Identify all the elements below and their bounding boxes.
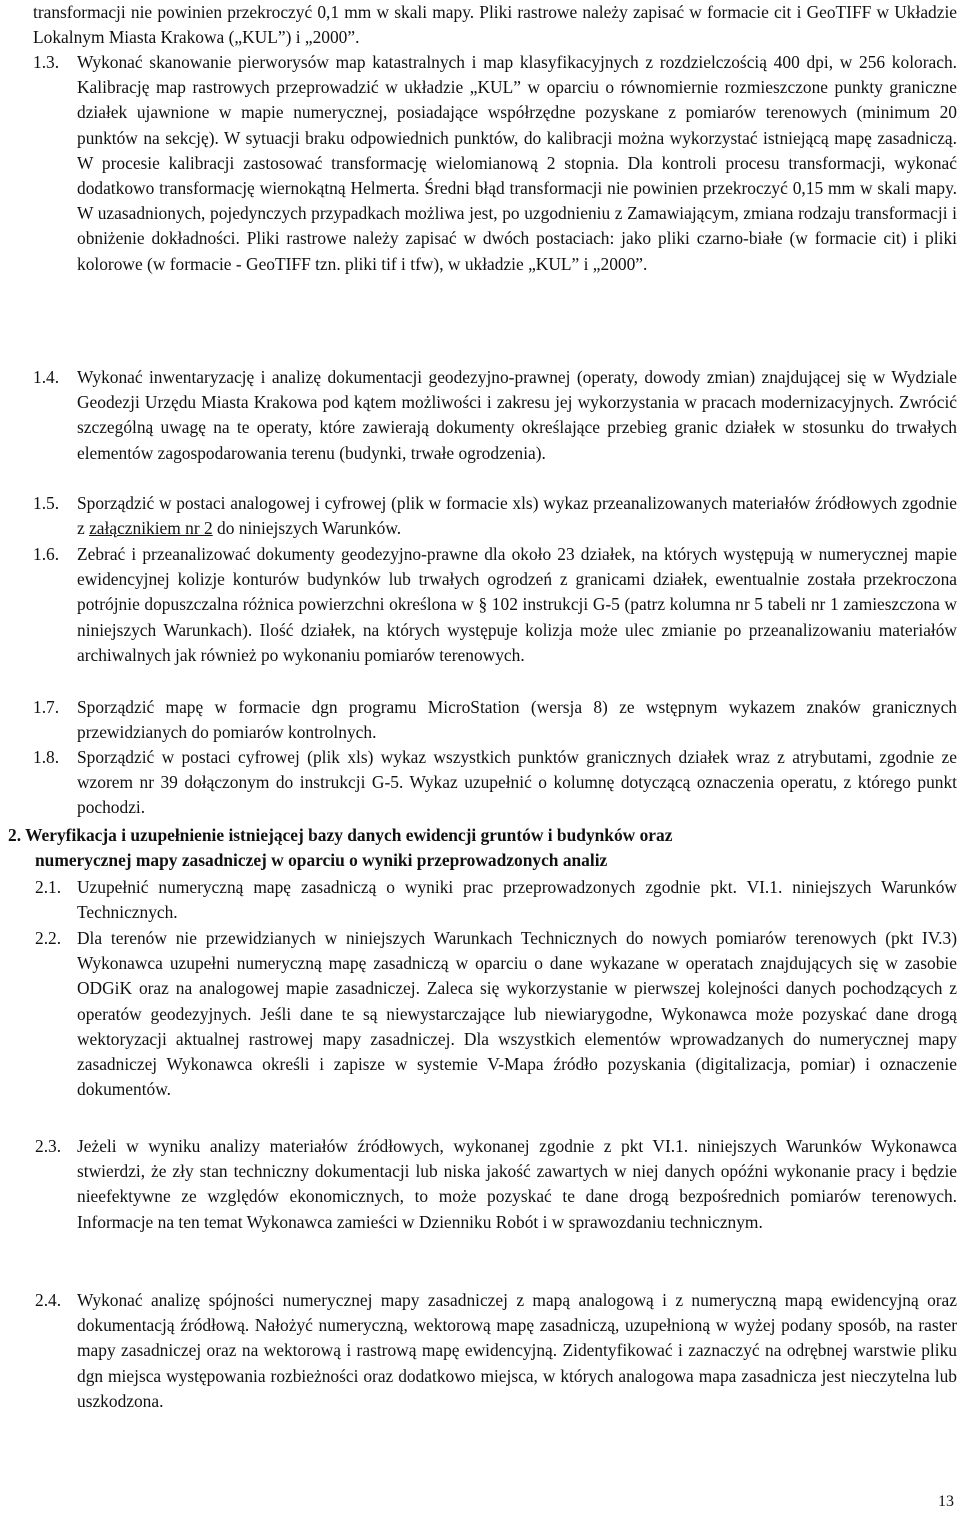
item-number: 1.4. [33, 367, 60, 387]
section-2-heading [8, 823, 958, 873]
item-1-5-text-before: Sporządzić w postaci analogowej i cyfrowej (plik w formacie xls) wykaz przeanalizowanych materiałów źródłowych zgodnie z [77, 493, 957, 539]
item-1-5-text-after: do niniejszych Warunków. [212, 518, 402, 539]
item-number: 1.8. [33, 747, 60, 767]
item-2-3-text: Jeżeli w wyniku analizy materiałów źródłowych, wykonanej zgodnie z pkt VI.1. niniejszych Warunków Wykonawca stwierdzi, że zły stan techniczny dokumentacji lub niska jakość zawartych w niej danych opóźni wykonanie pracy i będzie nieefektywne ze względów ekonomicznych, to może pozyskać te dane drogą bezpośrednich pomiarów terenowych. Informacje na ten temat Wykonawca zamieści w Dzienniku Robót i w sprawozdaniu technicznym. [77, 1136, 957, 1232]
section-2-title-line2: numerycznej mapy zasadniczej w oparciu o wyniki przeprowadzonych analiz [35, 850, 608, 871]
item-2-4-text: Wykonać analizę spójności numerycznej mapy zasadniczej z mapą analogową i z numeryczną mapą ewidencyjną oraz dokumentacją źródłową. Nałożyć numeryczną, wektorową mapę zasadniczą, uzupełnioną w wyżej podany sposób, na raster mapy zasadniczej oraz na wektorową i rastrową mapę ewidencyjną. Zidentyfikować i zaznaczyć na odrębnej warstwie pliku dgn miejsca występowania rozbieżności oraz dodatkowo miejsca, w których analogowa mapa zasadnicza jest nieczytelna lub uszkodzona. [77, 1290, 957, 1411]
continuation-paragraph: transformacji nie powinien przekroczyć 0,1 mm w skali mapy. Pliki rastrowe należy zapisać w formacie cit i GeoTIFF w Układzie Lokalnym Miasta Krakowa („KUL”) i „2000”. [33, 2, 957, 48]
item-1-6-text: Zebrać i przeanalizować dokumenty geodezyjno-prawne dla około 23 działek, na których występują w numerycznej mapie ewidencyjnej kolizje konturów budynków lub trwałych ogrodzeń z granicami działek, ewentualnie została przekroczona potrójnie dopuszczalna różnica powierzchni określona w § 102 instrukcji G-5 (patrz kolumna nr 5 tabeli nr 1 zamieszczona w niniejszych Warunkach). Ilość działek, na których występuje kolizja może ulec zmianie po przeanalizowaniu materiałów archiwalnych jak również po wykonaniu pomiarów terenowych. [77, 544, 957, 665]
item-number: 2.4. [35, 1290, 62, 1310]
item-1-5-text [77, 491, 957, 541]
item-1-8-text: Sporządzić w postaci cyfrowej (plik xls) wykaz wszystkich punktów granicznych działek wraz z atrybutami, zgodnie ze wzorem nr 39 dołączonym do instrukcji G-5. Wykaz uzupełnić o kolumnę dotyczącą oznaczenia operatu, z którego punkt pochodzi. [77, 747, 957, 818]
page-number: 13 [938, 1493, 954, 1510]
item-2-1-text: Uzupełnić numeryczną mapę zasadniczą o wyniki prac przeprowadzonych zgodnie pkt. VI.1. niniejszych Warunków Technicznych. [77, 877, 957, 923]
item-number: 1.7. [33, 697, 60, 717]
section-2-number: 2. [8, 825, 22, 845]
item-2-2-text: Dla terenów nie przewidzianych w niniejszych Warunkach Technicznych do nowych pomiarów terenowych (pkt IV.3) Wykonawca uzupełni numeryczną mapę zasadniczą w oparciu o dane wykazane w operatach znajdujących się w zasobie ODGiK oraz na analogowej mapie zasadniczej. Zaleca się wykorzystanie w pierwszej kolejności danych pochodzących z operatów geodezyjnych. Jeśli dane te są niewystarczające lub niewiarygodne, Wykonawca może pozyskać dane drogą wektoryzacji aktualnej rastrowej mapy zasadniczej. Dla wszystkich elementów wprowadzanych do numerycznej mapy zasadniczej Wykonawca określi i zapisze w systemie V-Mapa źródło pozyskania (digitalizacja, pomiar) i oznaczenie dokumentów. [77, 928, 957, 1100]
item-number: 2.2. [35, 928, 62, 948]
item-1-7-text: Sporządzić mapę w formacie dgn programu MicroStation (wersja 8) ze wstępnym wykazem znaków granicznych przewidzianych do pomiarów kontrolnych. [77, 697, 957, 743]
attachment-link[interactable]: załącznikiem nr 2 [89, 518, 213, 539]
item-number: 1.3. [33, 52, 60, 72]
item-number: 1.6. [33, 544, 60, 564]
item-number: 2.1. [35, 877, 62, 897]
item-number: 2.3. [35, 1136, 62, 1156]
section-2-title-line1: Weryfikacja i uzupełnienie istniejącej bazy danych ewidencji gruntów i budynków oraz [25, 825, 673, 845]
item-1-4-text: Wykonać inwentaryzację i analizę dokumentacji geodezyjno-prawnej (operaty, dowody zmian) znajdującej się w Wydziale Geodezji Urzędu Miasta Krakowa pod kątem możliwości i zakresu jej wykorzystania w pracach modernizacyjnych. Zwrócić szczególną uwagę na te operaty, które zawierają dokumenty określające przebieg granic działek w stosunku do trwałych elementów zagospodarowania terenu (budynki, trwałe ogrodzenia). [77, 367, 957, 463]
item-1-3-text: Wykonać skanowanie pierworysów map katastralnych i map klasyfikacyjnych z rozdzielczością 400 dpi, w 256 kolorach. Kalibrację map rastrowych przeprowadzić w układzie „KUL” w oparciu o równomiernie rozmieszczone punkty graniczne działek ujawnione w mapie numerycznej, posiadające współrzędne pozyskane z pomiarów terenowych (minimum 20 punktów na sekcję). W sytuacji braku odpowiednich punktów, do kalibracji można wykorzystać istniejącą mapę zasadniczą. W procesie kalibracji zastosować transformację wielomianową 2 stopnia. Dla kontroli procesu transformacji, wykonać dodatkowo transformację wiernokątną Helmerta. Średni błąd transformacji nie powinien przekroczyć 0,15 mm w skali mapy. W uzasadnionych, pojedynczych przypadkach możliwa jest, po uzgodnieniu z Zamawiającym, zmiana rodzaju transformacji i obniżenie dokładności. Pliki rastrowe należy zapisać w dwóch postaciach: jako pliki czarno-białe (w formacie cit) i pliki kolorowe (w formacie - GeoTIFF tzn. pliki tif i tfw), w układzie „KUL” i „2000”. [77, 52, 957, 274]
item-number: 1.5. [33, 493, 60, 513]
